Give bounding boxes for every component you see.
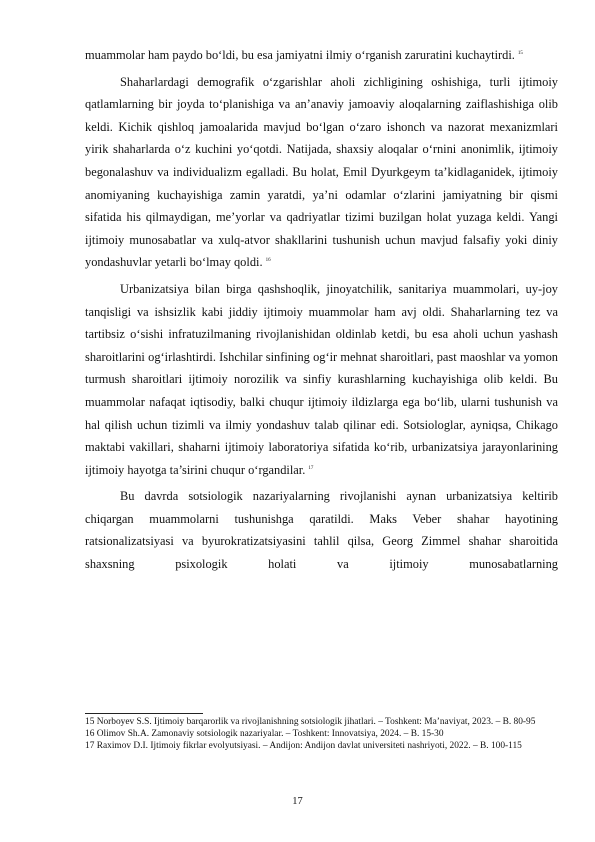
page-number: 17 [292, 796, 303, 807]
paragraph-4-text: Bu davrda sotsiologik nazariyalarning rivojlanishi aynan urbanizatsiya keltirib chiqargan muammolarni tushunishga qaratildi. Maks Veber shahar hayotining ratsionalizatsiyasi va byurokratizatsiyasini tahlil qilsa, Georg Zimmel shahar sharoitida shaxsning psixologik holati va ijtimoiy munosabatlarning [85, 489, 558, 572]
footnote-16: 16 Olimov Sh.A. Zamonaviy sotsiologik nazariyalar. – Toshkent: Innovatsiya, 2024. – B. 15-30 [85, 729, 444, 740]
footnote-ref-16: 16 [265, 258, 271, 264]
page-body [85, 44, 558, 576]
paragraph-3-text: Urbanizatsiya bilan birga qashshoqlik, jinoyatchilik, sanitariya muammolari, uy-joy tanqisligi va ishsizlik kabi jiddiy ijtimoiy muammolar ham avj oldi. Shaharlarning tez va tartibsiz o‘sishi infratuzilmaning rivojlanishidan oldinlab ketdi, bu esa aholi uchun yashash sharoitlarini og‘irlashtirdi. Ishchilar sinfining og‘ir mehnat sharoitlari, past maoshlar va yomon turmush sharoitlari ijtimoiy norozilik va sinfiy kurashlarning kuchayishiga olib keldi. Bu muammolar nafaqat iqtisodiy, balki chuqur ijtimoiy ildizlarga ega bo‘lib, ularni tushunish va hal qilish uchun tizimli va ilmiy yondashuv talab qilinar edi. Sotsiologlar, ayniqsa, Chikago maktabi vakillari, shaharni ijtimoiy laboratoriya sifatida ko‘rib, urbanizatsiya jarayonlarining ijtimoiy hayotga ta’sirini chuqur o‘rgandilar. [85, 281, 558, 477]
paragraph-3 [85, 278, 558, 481]
footnote-ref-17: 17 [308, 465, 314, 471]
footnote-17: 17 Raximov D.I. Ijtimoiy fikrlar evolyutsiyasi. – Andijon: Andijon davlat universiteti nashriyoti, 2022. – B. 100-115 [85, 741, 522, 752]
paragraph-4 [85, 485, 558, 575]
footnote-ref-15: 15 [517, 50, 523, 56]
footnote-separator [85, 713, 203, 714]
paragraph-1-text: muammolar ham paydo bo‘ldi, bu esa jamiyatni ilmiy o‘rganish zaruratini kuchaytirdi. [85, 48, 515, 62]
footnote-15: 15 Norboyev S.S. Ijtimoiy barqarorlik va rivojlanishning sotsiologik jihatlari. – Toshkent: Ma’naviyat, 2023. – B. 80-95 [85, 717, 536, 727]
paragraph-1 [85, 44, 558, 67]
paragraph-2 [85, 71, 558, 274]
paragraph-2-text: Shaharlardagi demografik o‘zgarishlar aholi zichligining oshishiga, turli ijtimoiy qatlamlarning bir joyda to‘planishiga va an’anaviy jamoaviy aloqalarning zaiflashishiga olib keldi. Kichik qishloq jamoalarida mavjud bo‘lgan o‘zaro ishonch va nazorat mexanizmlari yirik shaharlarda o‘z kuchini yo‘qotdi. Natijada, shaxsiy aloqalar o‘rnini anonimlik, ijtimoiy begonalashuv va individualizm egalladi. Bu holat, Emil Dyurkgeym ta’kidlaganidek, ijtimoiy anomiyaning kuchayishiga zamin yaratdi, ya’ni odamlar o‘zlarini jamiyatning bir qismi sifatida his qilmaydigan, me’yorlar va qadriyatlar tizimi buzilgan holat yuzaga keldi. Yangi ijtimoiy munosabatlar va xulq-atvor shakllarini tushunish uchun mavjud falsafiy yoki diniy yondashuvlar yetarli bo‘lmay qoldi. [85, 74, 558, 270]
footnotes [85, 716, 558, 752]
